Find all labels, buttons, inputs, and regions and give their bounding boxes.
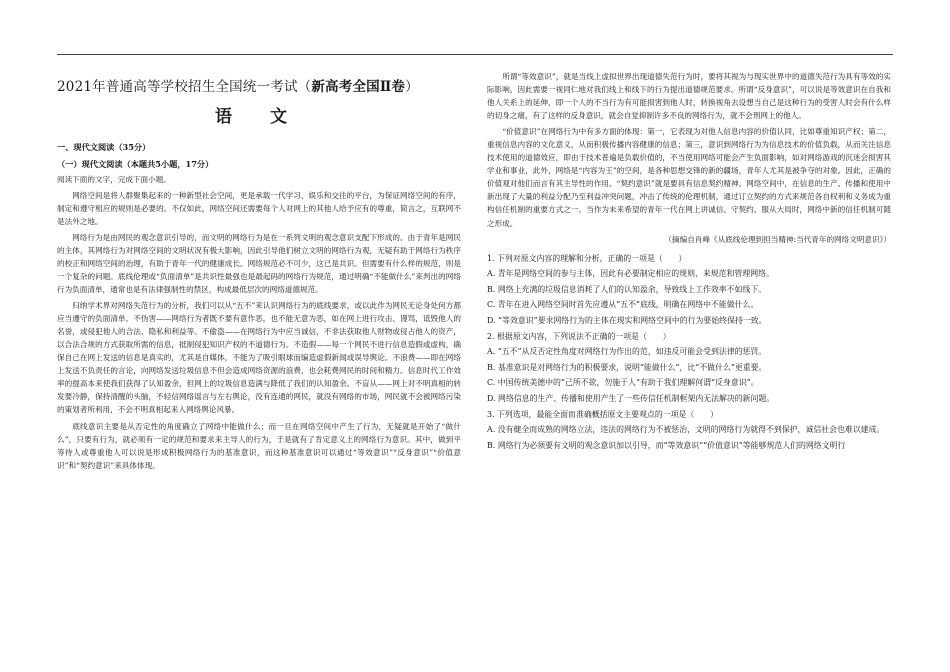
passage-paragraph: 网络空间是将人群聚集起来的一种新型社会空间，更是承载一代学习、娱乐和交往的平台，为保证网络空间的有序，制定和遵守相应的规则是必要的。不仅如此，网络空间还需要每个人对网上的其他人给予应有的尊重，简言之，互联网不是法外之地。 [57, 190, 461, 226]
question-stem: 1. 下列对原文内容的理解和分析，正确的一项是（ ） [487, 253, 687, 263]
exam-title [57, 76, 461, 99]
passage-paragraph: 所谓“等效意识”，就是当线上虚拟世界出现道德失范行为时，要将其视为与现实世界中的道德失范行为具有等效的实际影响，因此需要一视同仁地对我们线上和线下的行为提出道德规范要求。所谓“反身意识”，可以说是等效意识在自我和他人关系上的延伸，即一个人的不当行为有可能损害到他人时，转换视角去设想当自己是这种行为的受害人时会有什么样的切身之痛，有了这样的反身意识，就会自觉抑制许多不良的网络行为，就不会刑网上的他人。 [487, 72, 891, 121]
source-citation: （摘编自肖峰《从底线伦理到担当精神:当代青年的网络文明意识》） [664, 234, 891, 244]
top-rule [57, 54, 893, 55]
question-stem: 2. 根据原文内容，下列说法不正确的一项是（ ） [487, 331, 671, 341]
passage-paragraph: 网络行为是由网民的观念意识引导的，而文明的网络行为是在一系列文明的观念意识支配下形成的。由于青年是网民的主体，其网络行为对网络空间的文明状况有极大影响，因此引导他们树立文明的网络行为观，无疑有助于网络行为秩序的校正和网络空间的治理，有助于青年一代的健康成长。网络规范必不可少，这已是共识。但需要有什么样的规范，则是一个复杂的问题。底线伦理或“负面清单”是共识性最强也是最起码的网络行为规范，通过明确“不能做什么”来判出的网络行为负面清单，通常也是有法律强制性的禁区，构成最低层次的网络道德规范。 [57, 232, 461, 295]
answer-option: A. 青年是网络空间的参与主体，因此有必要制定相应的规则，来规范和管理网络。 [487, 269, 774, 279]
passage-paragraph: 归纳学术界对网络失范行为的分析，我们可以从“五不”来认识网络行为的底线要求，或以此作为网民无论身处何方都应当遵守的负面清单。不伪害——网络行为者既不要有意作恶，也不能无意为恶，如在网上进行攻击、谩骂，诋毁他人的名誉，或侵犯他人的合法、隐私和利益等。不偷盗——在网络行为中应当诚信，不非法获取他人财物或侵占他人的资产，以合法合规的方式获取所需的信息，抵制侵犯知识产权的不道德行为。不造假——每一个网民不进行信息造假或虚构，确保自己在网上发送的信息是真实的，尤其是自媒体，不能为了吸引眼球而编造虚假新闻或误导舆论。不浪费——即在网络上发送不负责任的言论，向网络发送垃圾信息不但会造成网络资源的浪费，也会耗费网民的时间和精力。信息时代工作效率的提高本来使我们获得了认知盈余，但网上的垃圾信息造满与降低了我们的认知盈余。不盲从——网上对不明真相的转发要冷静，保持清醒的头脑，不轻信网络谣言与左右舆论，没有连通的网民，就没有网络的市场，网民就不会被网络污染的策划者所利用，不会不明真相起来入网络舆论风暴。 [57, 301, 461, 415]
answer-option: C. 中国传统美德中的“己所不欲，勿施于人”有助于我们理解何谓“反身意识”。 [487, 378, 759, 388]
answer-option: B. 基准意识是对网络行为的积极要求，说明“能做什么”，比“不做什么”更重要。 [487, 362, 767, 372]
instruction: 阅读下面的文字，完成下面小题。 [57, 174, 171, 184]
answer-option: D. “等效意识”要求网络行为的主体在现实和网络空间中的行为要始终保持一致。 [487, 315, 767, 325]
section-heading: 一、现代文阅读（35分） [57, 142, 151, 153]
subject-title: 语 文 [215, 107, 303, 128]
question-stem: 3. 下列选项，最能全面而准确概括原文主要观点的一项是（ ） [487, 409, 718, 419]
answer-option: A. 没有健全而成熟的网络立法，违法的网络行为不被惩治，文明的网络行为就得不到保护，诚信社会也难以建成。 [487, 425, 885, 435]
answer-option: B. 网络行为必须要有文明的观念意识加以引导，而“等效意识”“价值意识”等能够规范人们的网络文明行 [487, 440, 846, 450]
title-bold: 新高考全国Ⅱ卷 [311, 79, 406, 95]
passage-paragraph: “价值意识”在网络行为中有多方面的体现：第一，它表现为对他人信息内容的价值认同，比如尊重知识产权；第二，重视信息内容的文化意义，从而积极传播内容健康的信息；第三，意识到网络行为为信息技术的价值负载，从而关注信息技术使用的道德效应，即由于技术普遍是负载价值的，不当使用网络可能会产生负面影响，如对网络游戏的沉迷会损害其学业和事业，此外，网络是“内容为王”的空间，是各种思想交锋的新的疆场，青年人尤其是被争夺的对象。因此，正确的价值观对他们而言有其主导性的作用。“契约意识”就是要具有信息契约精神。网络空间中，在信息的生产、传播和使用中新出现了大量的利益分配乃至利益冲突问题，冲击了传统的伦理机制，通过订立契约的方式来规范各自权利和义务成为重构信任机制的重要方式之一。当作为未来希望的青年一代在网上讲诚信、守契约、服从大局时，网络中新的信任机制可随之形成。 [487, 127, 891, 228]
section-subheading: （一）现代文阅读（本题共5小题，17分） [57, 158, 214, 169]
answer-option: A. “五不”从反否定性角度对网络行为作出的范，如违反可能会受到法律的惩罚。 [487, 347, 767, 357]
passage-paragraph: 底线意识主要是从否定性的角度确立了网络中能做什么；而一旦在网络空间中产生了行为，无疑就是开始了“做什么”，只要有行为，就必须有一定的规范和要求来主导人的行为，于是就有了肯定意义上的网络行为意识。其中，做到平等待人或尊重他人可以说是形成积极网络行为的基准意识，而这种基准意识可以通过“等效意识”“反身意识”“价值意识”和“契约意识”来具体体现。 [57, 421, 461, 470]
title-suffix: ） [405, 79, 419, 95]
title-prefix: 2021年普通高等学校招生全国统一考试（ [57, 79, 312, 95]
answer-option: C. 青年在进入网络空间时首先应遵从“五不”底线，明确在网络中不能做什么。 [487, 300, 759, 310]
left-column [57, 70, 461, 475]
right-column [487, 70, 891, 454]
answer-option: D. 网络信息的生产、传播和使用产生了一些传信任机制框架内无法解决的新问题。 [487, 393, 775, 403]
answer-option: B. 网络上充满的垃圾信息消耗了人们的认知盈余，导致线上工作效率不如线下。 [487, 284, 767, 294]
